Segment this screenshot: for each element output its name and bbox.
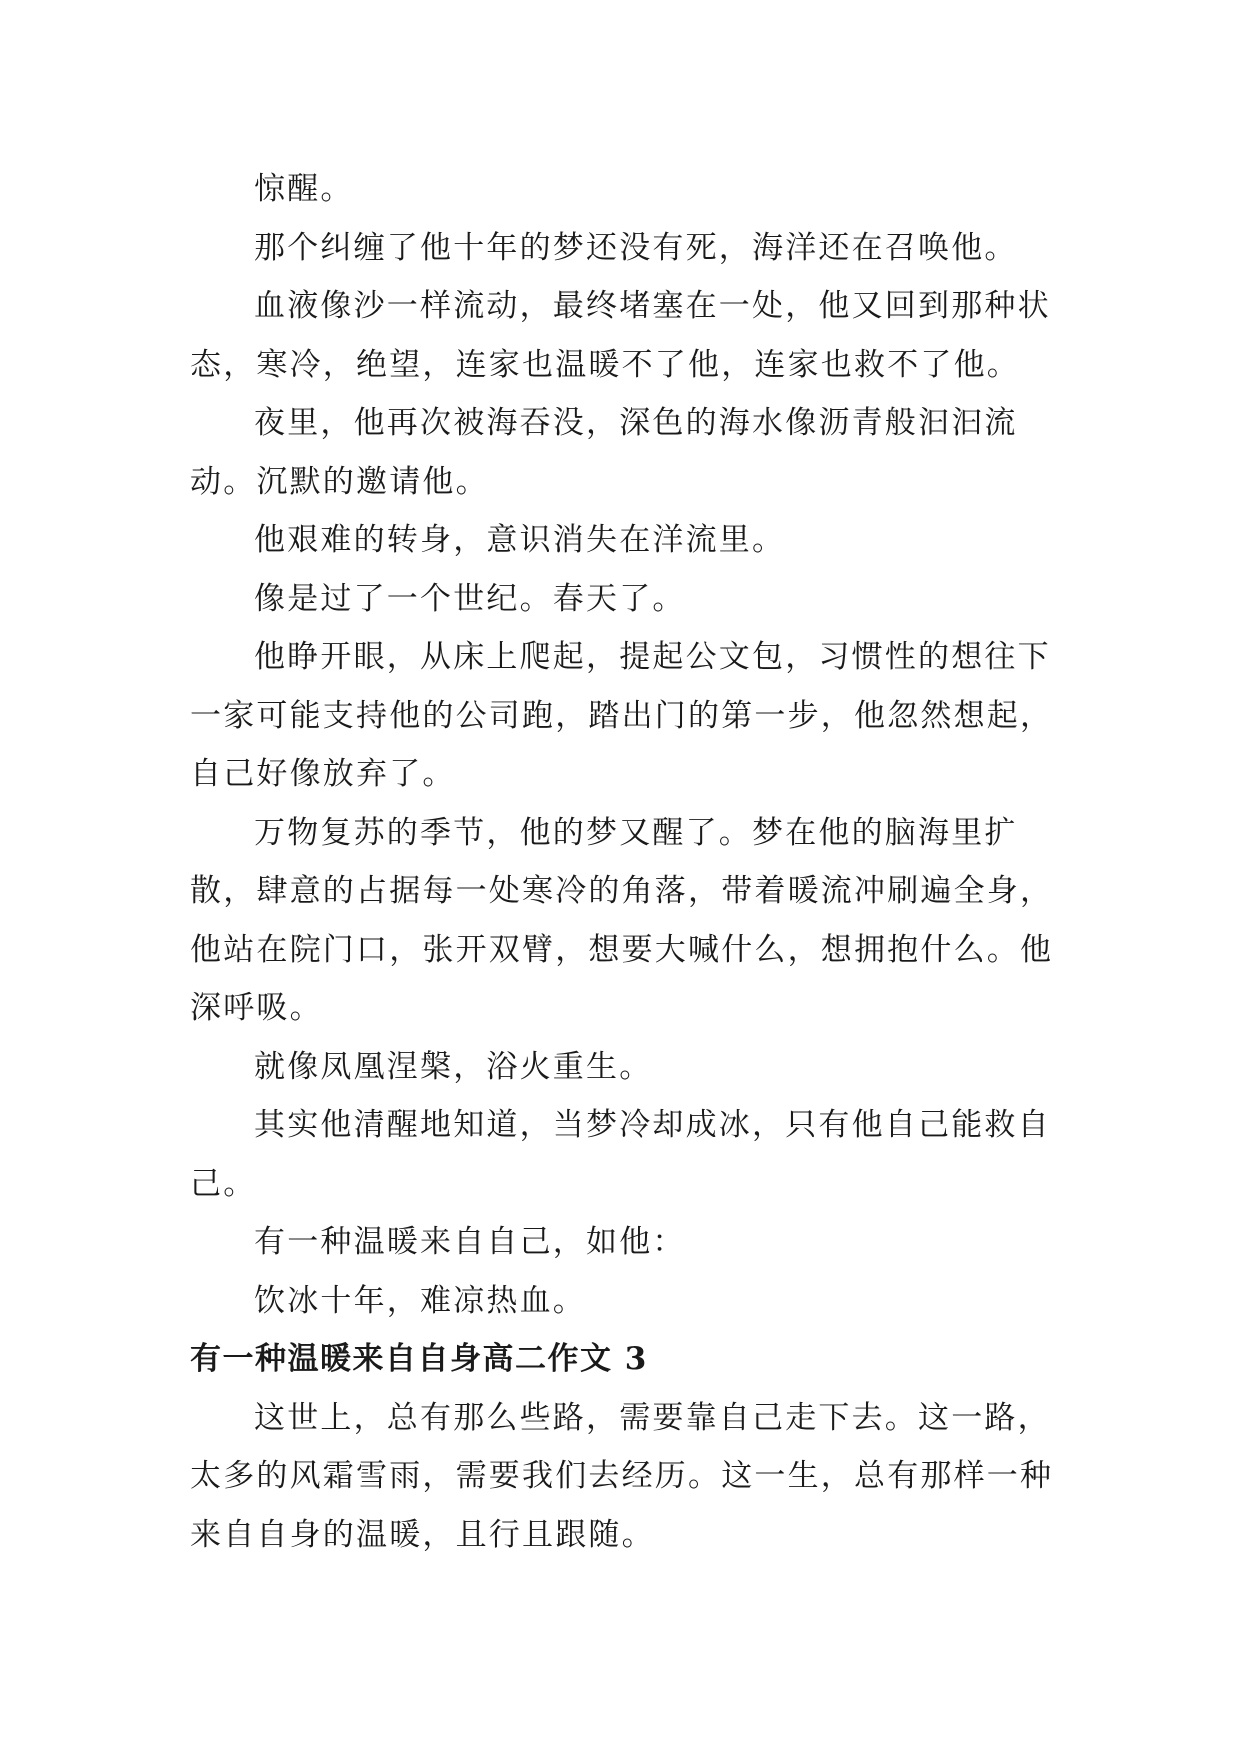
paragraph: 饮冰十年，难凉热血。 — [254, 1282, 586, 1319]
paragraph: 惊醒。 — [254, 171, 354, 207]
paragraph: 他睁开眼，从床上爬起，提起公文包，习惯性的想往下一家可能支持他的公司跑，踏出门的第一步，他忽然想起，自己好像放弃了。 — [190, 639, 1054, 792]
paragraph: 他艰难的转身，意识消失在洋流里。 — [254, 522, 786, 558]
paragraph: 有一种温暖来自自己，如他： — [254, 1224, 686, 1260]
paragraph: 万物复苏的季节，他的梦又醒了。梦在他的脑海里扩散，肆意的占据每一处寒冷的角落，带着暖流冲刷遍全身，他站在院门口，张开双臂，想要大喊什么，想拥抱什么。他深呼吸。 — [190, 814, 1054, 1026]
paragraph: 这世上，总有那么些路，需要靠自己走下去。这一路，太多的风霜雪雨，需要我们去经历。这一生，总有那样一种来自自身的温暖，且行且跟随。 — [190, 1399, 1054, 1553]
paragraph: 其实他清醒地知道，当梦冷却成冰，只有他自己能救自己。 — [190, 1107, 1051, 1202]
paragraph: 像是过了一个世纪。春天了。 — [254, 580, 686, 617]
paragraph: 就像凤凰涅槃，浴火重生。 — [254, 1048, 653, 1085]
document-page — [190, 160, 1060, 1564]
section-heading: 有一种温暖来自自身高二作文 3 — [190, 1341, 648, 1377]
paragraph: 那个纠缠了他十年的梦还没有死，海洋还在召唤他。 — [254, 229, 1018, 266]
paragraph: 夜里，他再次被海吞没，深色的海水像沥青般汩汩流动。沉默的邀请他。 — [190, 405, 1018, 500]
paragraph: 血液像沙一样流动，最终堵塞在一处，他又回到那种状态，寒冷，绝望，连家也温暖不了他，连家也救不了他。 — [190, 288, 1051, 383]
